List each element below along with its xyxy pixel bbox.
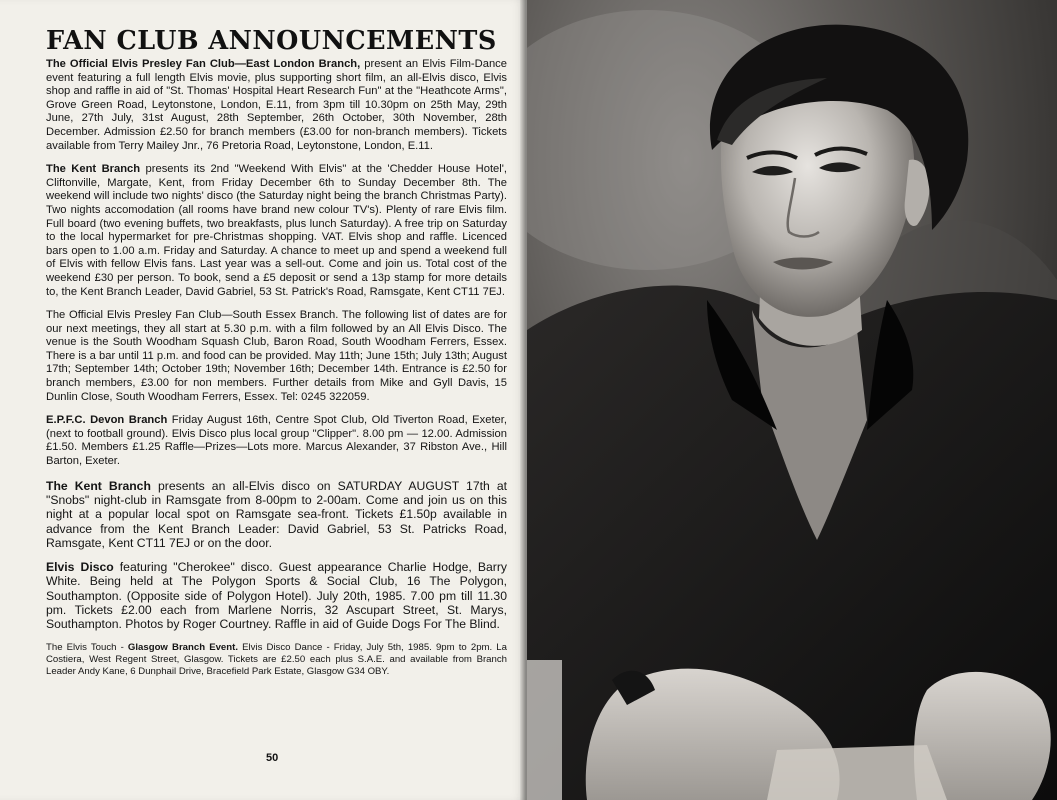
announcement-body: Elvis Disco Dance - Friday, July 5th, 1985. 9pm to 2pm. La Costiera, West Regent Street, Glasgow. Tickets are £2.50 each plus S.A.E. and available from Branch Leader Andy Kane, 6 Dunphail Drive, Bracefield Park Estate, Glasgow G34 OBY. — [46, 641, 507, 677]
announcement-lead: The Kent Branch — [46, 478, 151, 493]
page-number: 50 — [266, 752, 279, 764]
announcement-east-london — [46, 58, 507, 153]
announcement-body: presents an all-Elvis disco on SATURDAY AUGUST 17th at "Snobs" night-club in Ramsgate from 8-00pm to 2-00am. Come and join us on this night at a popular local spot on Ramsgate sea-front. Tickets £1.50p available in advance from the Kent Branch Leader: David Gabriel, 53 St. Patricks Road, Ramsgate, Kent CT11 7EJ or on the door. — [46, 478, 507, 550]
page-heading: FAN CLUB ANNOUNCEMENTS — [46, 26, 497, 56]
announcement-body: Friday August 16th, Centre Spot Club, Old Tiverton Road, Exeter, (next to football ground). Elvis Disco plus local group "Clipper". 8.00 pm — 12.00. Admission £1.50. Members £1.25 Raffle—Prizes—Lots more. Marcus Alexander, 37 Ribston Ave., Hill Barton, Exeter. — [46, 414, 507, 468]
announcement-lead: The Official Elvis Presley Fan Club—East London Branch, — [46, 58, 361, 70]
announcement-lead: The Kent Branch — [46, 163, 141, 176]
announcement-elvis-disco — [46, 560, 507, 631]
announcement-lead: Glasgow Branch Event. — [127, 641, 238, 653]
announcement-body: The following list of dates are for our next meetings, they all start at 5.30 p.m. with a film followed by an All Elvis Disco. The venue is the South Woodham Squash Club, Baron Road, South Woodham Ferrers, Essex. There is a bar until 11 p.m. and food can be provided. May 11th; June 15th; July 13th; August 17th; September 14th; October 19th; November 16th; December 14th. Entrance is £2.50 for branch members, £3.00 for non members. Further details from Mike and Gyll Davis, 15 Dunlin Close, South Woodham Ferrers, Essex. Tel: 0245 322059. — [46, 309, 507, 403]
announcement-south-essex — [46, 309, 507, 404]
announcement-glasgow — [46, 642, 507, 679]
announcement-lead: Elvis Disco — [46, 560, 114, 575]
announcement-body: present an Elvis Film-Dance event featuring a full length Elvis movie, plus supporting short film, an all-Elvis disco, Elvis shop and raffle in aid of "St. Thomas' Hospital Heart Research Fun" at the "Heathcote Arms", Grove Green Road, Leytonstone, London, E.11, from 3pm till 10.30pm on 25th May, 29th June, 27th July, 31st August, 28th September, 26th October, 30th November, 28th December. Admission £2.50 for branch members (£3.00 for non-branch members). Tickets available from Terry Mailey Jnr., 76 Pretoria Road, Leytonstone, London, E.11. — [46, 58, 507, 152]
announcement-lead: E.P.F.C. Devon Branch — [46, 414, 168, 427]
announcement-kent-weekend — [46, 163, 507, 299]
announcement-lead: The Official Elvis Presley Fan Club—South Essex Branch. — [46, 309, 339, 322]
announcement-prefix: The Elvis Touch - — [46, 641, 128, 653]
announcement-kent-disco — [46, 479, 507, 550]
portrait-photo — [527, 0, 1057, 800]
left-page — [0, 0, 527, 800]
announcement-body: presents its 2nd "Weekend With Elvis" at the 'Chedder House Hotel', Cliftonville, Margate, Kent, from Friday December 6th to Sunday December 8th. The weekend will include two nights' disco (the Saturday night being the branch Christmas Party). Two nights accomodation (all rooms have brand new colour TV's). Plenty of rare Elvis film. Full board (two evening buffets, two breakfasts, plus lunch Saturday). A free trip on Saturday to the local hypermarket for pre-Christmas shopping. VAT. Elvis shop and raffle. Licenced bars open to 1.00 a.m. Friday and Saturday. A chance to meet up and spend a weekend full of Elvis with fellow Elvis fans. Last year was a sell-out. Come and join us. Total cost of the weekend £30 per person. To book, send a £5 deposit or send a 13p stamp for more details to, the Kent Branch Leader, David Gabriel, 53 St. Patrick's Road, Ramsgate, Kent CT11 7EJ. — [46, 163, 508, 298]
announcement-body: featuring "Cherokee" disco. Guest appearance Charlie Hodge, Barry White. Being held at The Polygon Sports & Social Club, 16 The Polygon, Southampton. (Opposite side of Polygon Hotel). July 20th, 1985. 7.00 pm till 11.30 pm. Tickets £2.00 each from Marlene Norris, 32 Ascupart Street, St. Marys, Southampton. Photos by Roger Courtney. Raffle in aid of Guide Dogs For The Blind. — [46, 560, 507, 632]
announcement-devon — [46, 414, 507, 468]
right-page-photo — [527, 0, 1057, 800]
